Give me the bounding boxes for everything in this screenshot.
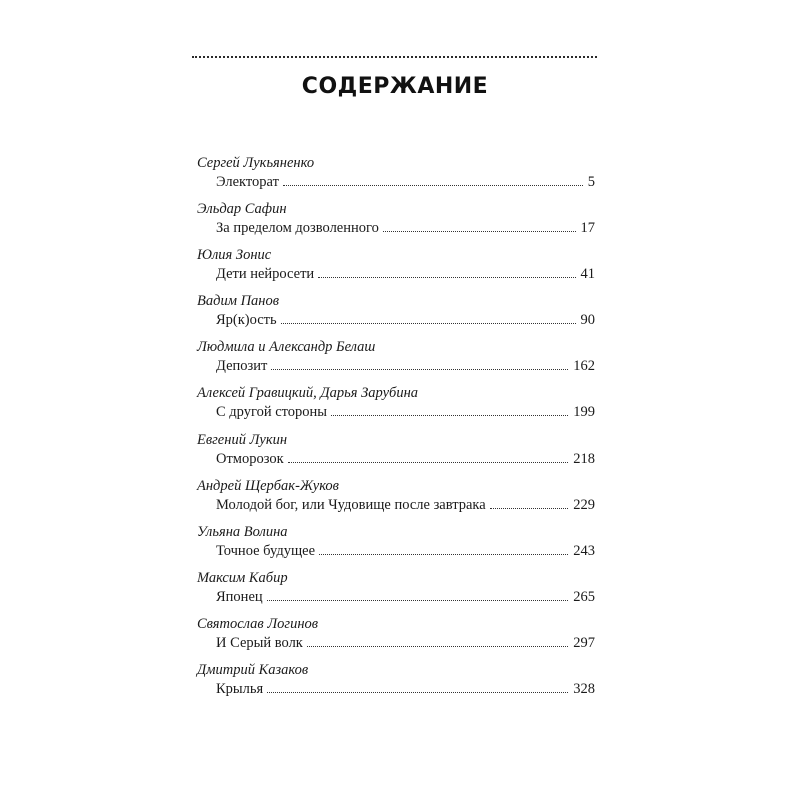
toc-entry bbox=[197, 569, 595, 615]
dot-leader bbox=[383, 231, 576, 232]
toc-author: Юлия Зонис bbox=[197, 247, 272, 264]
toc-author: Алексей Гравицкий, Дарья Зарубина bbox=[197, 385, 419, 402]
toc-work-line bbox=[216, 403, 595, 422]
dot-leader bbox=[281, 323, 576, 324]
toc-work-line bbox=[216, 357, 595, 376]
table-of-contents bbox=[197, 154, 595, 707]
toc-page-number: 243 bbox=[573, 542, 595, 559]
toc-title: Крылья bbox=[216, 681, 264, 698]
dot-leader bbox=[267, 692, 568, 693]
toc-title: Точное будущее bbox=[216, 542, 316, 559]
toc-work-line bbox=[216, 634, 595, 653]
toc-work-line bbox=[216, 542, 595, 561]
toc-entry bbox=[197, 523, 595, 569]
dot-leader bbox=[318, 277, 575, 278]
toc-title: Японец bbox=[216, 588, 263, 605]
toc-entry bbox=[197, 200, 595, 246]
dot-leader bbox=[267, 600, 569, 601]
toc-page-number: 229 bbox=[573, 496, 595, 513]
toc-entry bbox=[197, 477, 595, 523]
toc-entry bbox=[197, 431, 595, 477]
toc-title: Электорат bbox=[216, 174, 279, 190]
toc-title: Отморозок bbox=[216, 450, 284, 467]
toc-title: Депозит bbox=[216, 358, 268, 375]
toc-page-number: 41 bbox=[580, 266, 595, 283]
toc-work-line bbox=[216, 496, 595, 515]
toc-author: Максим Кабир bbox=[197, 569, 288, 586]
toc-title: За пределом дозволенного bbox=[216, 220, 379, 237]
toc-work-line bbox=[216, 219, 595, 238]
toc-work-line bbox=[216, 311, 595, 330]
toc-author: Святослав Логинов bbox=[197, 615, 319, 632]
toc-entry bbox=[197, 154, 595, 200]
toc-entry bbox=[197, 615, 595, 661]
toc-entry bbox=[197, 338, 595, 384]
toc-author: Дмитрий Казаков bbox=[197, 662, 309, 679]
toc-work-line bbox=[216, 450, 595, 469]
toc-entry bbox=[197, 246, 595, 292]
toc-work-line bbox=[216, 173, 595, 192]
dot-leader bbox=[307, 646, 568, 647]
toc-author: Людмила и Александр Белаш bbox=[197, 339, 376, 356]
toc-page-number: 17 bbox=[580, 220, 595, 237]
toc-page-number: 328 bbox=[573, 681, 595, 698]
toc-work-line bbox=[216, 265, 595, 284]
toc-work-line bbox=[216, 680, 595, 699]
toc-page-number: 218 bbox=[573, 450, 595, 467]
toc-title: И Серый волк bbox=[216, 634, 303, 651]
toc-work-line bbox=[216, 588, 595, 607]
dot-leader bbox=[331, 415, 568, 416]
toc-page-number: 90 bbox=[580, 312, 595, 329]
toc-entry bbox=[197, 292, 595, 338]
dot-leader bbox=[319, 554, 568, 555]
dot-leader bbox=[283, 185, 583, 186]
toc-author: Эльдар Сафин bbox=[197, 201, 287, 218]
toc-author: Евгений Лукин bbox=[197, 431, 288, 448]
toc-page-number: 265 bbox=[573, 588, 595, 605]
toc-page-number: 297 bbox=[573, 634, 595, 651]
toc-page-number: 162 bbox=[573, 358, 595, 375]
dot-leader bbox=[271, 369, 568, 370]
toc-page-number: 199 bbox=[573, 404, 595, 421]
dot-leader bbox=[288, 462, 569, 463]
dotted-divider bbox=[192, 56, 597, 58]
toc-title: С другой стороны bbox=[216, 404, 328, 421]
toc-title: Яр(к)ость bbox=[216, 312, 277, 329]
toc-entry bbox=[197, 661, 595, 707]
toc-title: Дети нейросети bbox=[216, 266, 315, 283]
toc-author: Сергей Лукьяненко bbox=[197, 155, 315, 171]
toc-entry bbox=[197, 384, 595, 430]
toc-author: Ульяна Волина bbox=[197, 523, 288, 540]
toc-page-number: 5 bbox=[587, 174, 595, 190]
toc-author: Вадим Панов bbox=[197, 293, 280, 310]
page-title: СОДЕРЖАНИЕ bbox=[301, 74, 489, 99]
toc-author: Андрей Щербак-Жуков bbox=[197, 477, 339, 494]
dot-leader bbox=[490, 508, 569, 509]
toc-title: Молодой бог, или Чудовище после завтрака bbox=[216, 496, 486, 513]
